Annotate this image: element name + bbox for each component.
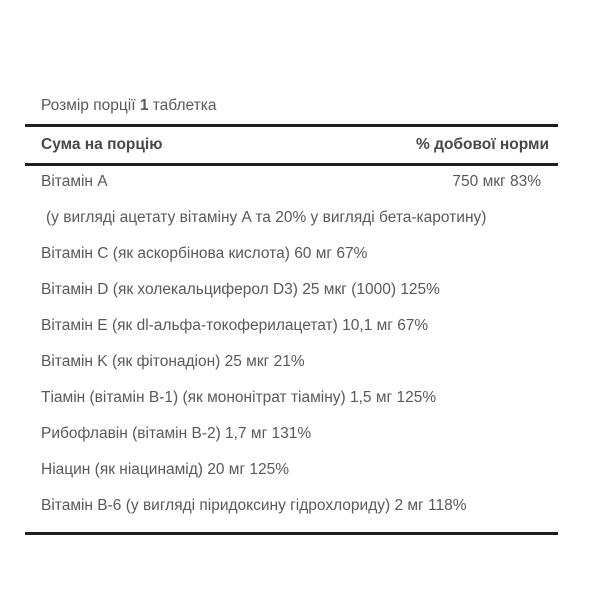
table-row xyxy=(25,388,558,424)
table-row xyxy=(25,352,558,388)
row-label: Вітамін E (як dl-альфа-токоферилацетат) 10,1 мг 67% xyxy=(41,317,429,334)
serving-size-unit: таблетка xyxy=(152,97,217,114)
row-label: Вітамін A xyxy=(41,173,108,190)
row-label: Вітамін D (як холекальциферол D3) 25 мкг (1000) 125% xyxy=(41,281,440,298)
row-label: Вітамін B-6 (у вигляді піридоксину гідрохлориду) 2 мг 118% xyxy=(41,497,467,514)
table-row xyxy=(25,172,558,208)
table-header-row xyxy=(25,124,558,166)
row-label: Рибофлавін (вітамін B-2) 1,7 мг 131% xyxy=(41,425,312,442)
row-label: (у вигляді ацетату вітаміну A та 20% у вигляді бета-каротину) xyxy=(46,209,487,226)
row-label: Тіамін (вітамін B-1) (як мононітрат тіаміну) 1,5 мг 125% xyxy=(41,389,437,406)
table-row xyxy=(25,280,558,316)
table-row xyxy=(25,496,558,532)
amount-per-serving-header: Сума на порцію xyxy=(41,136,163,153)
table-rows xyxy=(25,166,558,532)
table-bottom-rule xyxy=(25,532,558,535)
table-row xyxy=(25,424,558,460)
serving-size-line xyxy=(25,0,558,124)
serving-size-quantity: 1 xyxy=(139,97,149,114)
daily-value-header: % добової норми xyxy=(416,136,549,153)
table-row xyxy=(25,316,558,352)
row-label: Ніацин (як ніацинамід) 20 мг 125% xyxy=(41,461,290,478)
table-row xyxy=(25,460,558,496)
table-row xyxy=(25,244,558,280)
supplement-facts-table xyxy=(25,0,558,535)
row-label: Вітамін K (як фітонадіон) 25 мкг 21% xyxy=(41,353,305,370)
row-value: 750 мкг 83% xyxy=(452,173,541,190)
row-label: Вітамін C (як аскорбінова кислота) 60 мг 67% xyxy=(41,245,368,262)
table-row xyxy=(25,208,558,244)
serving-size-prefix: Розмір порції xyxy=(41,97,136,114)
